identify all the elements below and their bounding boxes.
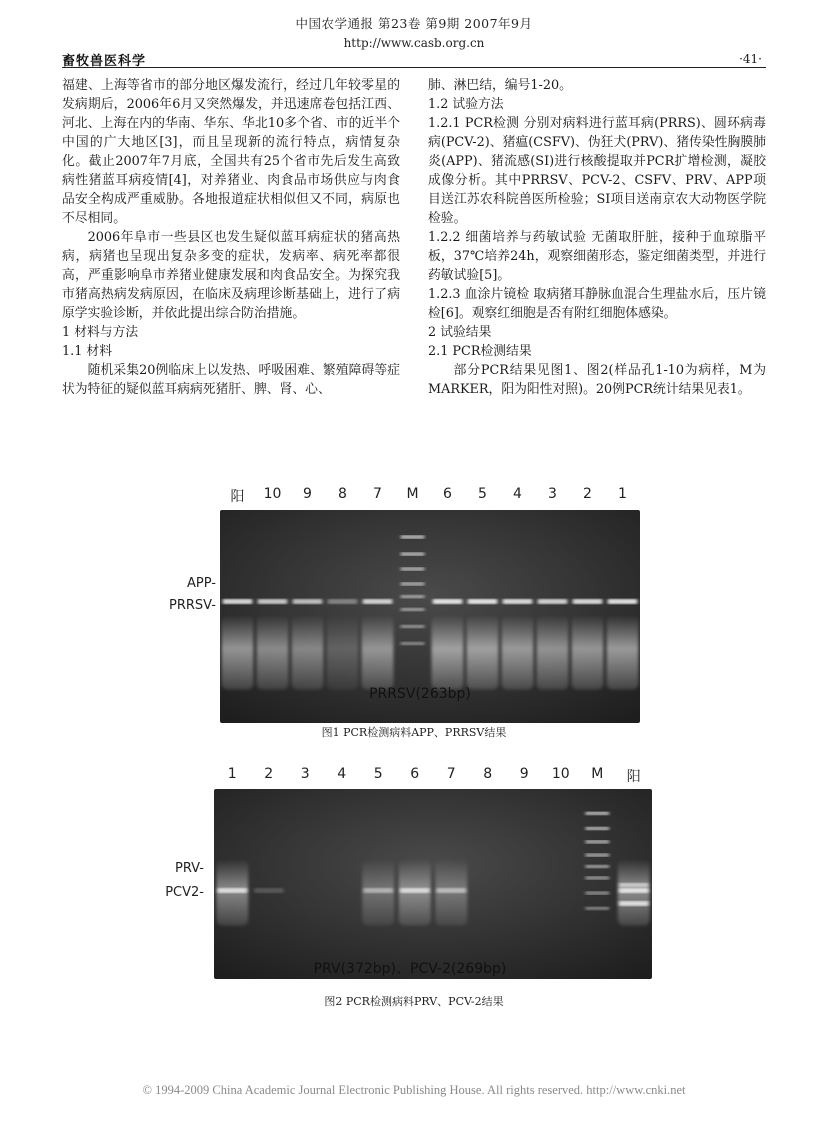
figure1-lane-smear <box>432 615 464 690</box>
figure2-lane-label: 1 <box>227 766 237 782</box>
paragraph: 部分PCR结果见图1、图2(样品孔1-10为病样，M为MARKER，阳为阳性对照)。20例PCR统计结果见表1。 <box>428 363 766 397</box>
figure1-lane-label: 2 <box>583 486 592 502</box>
figure2-marker-band <box>585 827 609 830</box>
figure1-lane-label: 6 <box>443 486 452 502</box>
figure1-lane-smear <box>222 615 254 690</box>
figure1-dna-band <box>468 599 498 604</box>
figure2-dna-band <box>619 883 649 887</box>
figure2-caption: 图2 PCR检测病料PRV、PCV-2结果 <box>324 995 504 1008</box>
paragraph: 福建、上海等省市的部分地区爆发流行，经过几年较零星的发病期后，2006年6月又突然爆发，并迅速席卷包括江西、河北、上海在内的华南、华东、华北10多个省、市的近半个中国的广大地区[3]，而且呈现新的流行特点，病情复杂化。截止2007年7月底，全国共有25个省市先后发生高致病性猪蓝耳病疫情[4]，对养猪业、肉食品市场供应与肉食品安全构成严重威胁。各地报道症状相似但又不同，病原也不尽相同。 <box>62 78 400 226</box>
figure1-marker-band <box>401 582 425 585</box>
page-number: ·41· <box>739 52 762 66</box>
copyright-footer: © 1994-2009 China Academic Journal Electronic Publishing House. All rights reserved. http://www.cnki.net <box>142 1083 686 1097</box>
figure2-lane-label: 8 <box>483 766 493 782</box>
header-rule <box>62 67 766 68</box>
figure1-marker-band <box>401 553 425 556</box>
figure2-lane-label: 4 <box>337 766 347 782</box>
paragraph: 2006年阜市一些县区也发生疑似蓝耳病症状的猪高热病，病猪也呈现出复杂多变的症状，发病率、病死率都很高，严重影响阜市养猪业健康发展和肉食品安全。为探究我市猪高热病发病原因，在临床及病理诊断基础上，进行了病原学实验诊断，并依此提出综合防治措施。 <box>62 230 400 321</box>
subsection-heading: 2.1 PCR检测结果 <box>428 344 532 359</box>
figure2-lane-label: 7 <box>446 766 456 782</box>
section-heading: 1 材料与方法 <box>62 325 139 340</box>
figure1-gel-caption: PRRSV(263bp) <box>369 686 471 702</box>
figure2-gel-caption: PRV(372bp)、PCV-2(269bp) <box>313 961 507 977</box>
subsection-heading: 1.2 试验方法 <box>428 97 504 112</box>
figure2-lane-label: 3 <box>300 766 310 782</box>
figure1-marker-band <box>401 595 425 598</box>
figure2-lane-label: 10 <box>551 766 570 782</box>
figure1-marker-band <box>401 536 425 539</box>
journal-url[interactable]: http://www.casb.org.cn <box>343 36 485 50</box>
paragraph: 1.2.2 细菌培养与药敏试验 无菌取肝脏，接种于血琼脂平板，37℃培养24h，观察细菌形态，鉴定细菌类型，并进行药敏试验[5]。 <box>428 230 766 283</box>
figure1-marker-band <box>401 568 425 571</box>
figure1-dna-band <box>503 599 533 604</box>
figure1-lane-label: 9 <box>303 486 312 502</box>
figure2-lane-label: M <box>591 766 604 782</box>
paragraph: 肺、淋巴结，编号1-20。 <box>428 78 572 93</box>
figure1-lane-smear <box>292 615 324 690</box>
figure1-lane-label: 7 <box>373 486 382 502</box>
figure2-dna-band <box>619 888 649 893</box>
figure2-dna-band <box>217 888 247 893</box>
figure2-dna-band <box>619 901 649 906</box>
figure1-dna-band <box>573 599 603 604</box>
figure1-dna-band <box>293 599 323 604</box>
figure1-dna-band <box>363 599 393 604</box>
figure2-dna-band <box>436 888 466 893</box>
figure1-dna-band <box>328 599 358 604</box>
figure2-lane-label: 9 <box>519 766 529 782</box>
figure2-marker-band <box>585 907 609 910</box>
figure1-band-label-prrsv: PRRSV- <box>169 598 216 613</box>
figure2-lane-label: 2 <box>264 766 274 782</box>
figure1-dna-band <box>258 599 288 604</box>
figure1-lane-smear <box>502 615 534 690</box>
figure1-marker-band <box>401 625 425 628</box>
figure2-dna-band <box>400 888 430 893</box>
right-column <box>428 76 766 399</box>
subsection-heading: 1.1 材料 <box>62 344 113 359</box>
figure1-lane-label: 3 <box>548 486 557 502</box>
figure1-lane-smear <box>362 615 394 690</box>
figure2-marker-band <box>585 812 609 815</box>
figure1-dna-band <box>538 599 568 604</box>
figure1-lane-label: 10 <box>263 486 282 502</box>
figure1-lane-smear <box>537 615 569 690</box>
section-label: 畜牧兽医科学 <box>62 54 147 69</box>
figure2-marker-band <box>585 840 609 843</box>
figure2-gel-image <box>214 789 652 979</box>
left-column <box>62 76 400 399</box>
section-heading: 2 试验结果 <box>428 325 492 340</box>
figure1-band-label-app: APP- <box>187 576 216 591</box>
figure1-caption: 图1 PCR检测病料APP、PRRSV结果 <box>321 726 507 739</box>
figure2-gel-background <box>214 789 652 979</box>
figure1-lane-label: 4 <box>513 486 522 502</box>
paragraph: 1.2.1 PCR检测 分别对病料进行蓝耳病(PRRS)、圆环病毒病(PCV-2)、猪瘟(CSFV)、伪狂犬(PRV)、猪传染性胸膜肺炎(APP)、猪流感(SI)进行核酸提取并PCR扩增检测，凝胶成像分析。其中PRRSV、PCV-2、CSFV、PRV、APP项目送江苏农科院兽医所检验；SI项目送南京农大动物医学院检验。 <box>428 116 766 226</box>
figure2-lane-label: 阳 <box>626 769 641 785</box>
figure1-lane-label: 5 <box>478 486 487 502</box>
figure2-lane-label: 6 <box>410 766 420 782</box>
figure1-dna-band <box>433 599 463 604</box>
figure2-marker-band <box>585 854 609 857</box>
figure1-lane-label: 8 <box>338 486 347 502</box>
figure2-band-label-prv: PRV- <box>175 861 204 876</box>
figure1-lane-smear <box>607 615 639 690</box>
paragraph: 1.2.3 血涂片镜检 取病猪耳静脉血混合生理盐水后，压片镜检[6]。观察红细胞是否有附红细胞体感染。 <box>428 287 766 321</box>
figure1-lane-smear <box>327 615 359 690</box>
figure2-dna-band <box>363 888 393 893</box>
figure1-lane-smear <box>257 615 289 690</box>
figure2-gel-svg <box>214 789 652 979</box>
figure2-marker-band <box>585 865 609 868</box>
figure1-marker-band <box>401 642 425 645</box>
figure1-lane-label: 1 <box>618 486 627 502</box>
figure1-dna-band <box>608 599 638 604</box>
figure2-band-label-pcv2: PCV2- <box>165 885 204 900</box>
figure2-lane-label: 5 <box>373 766 383 782</box>
figure2-marker-band <box>585 876 609 879</box>
figure1-lane-smear <box>467 615 499 690</box>
figure1-marker-band <box>401 608 425 611</box>
figure1-lane-label: 阳 <box>230 489 245 505</box>
paragraph: 随机采集20例临床上以发热、呼吸困难、繁殖障碍等症状为特征的疑似蓝耳病病死猪肝、脾、肾、心、 <box>62 363 400 397</box>
figure1-lane-smear <box>572 615 604 690</box>
figure2-marker-band <box>585 892 609 895</box>
figure1-dna-band <box>223 599 253 604</box>
figure1-lane-label: M <box>406 486 419 502</box>
figure2-dna-band <box>254 888 284 893</box>
journal-header: 中国农学通报 第23卷 第9期 2007年9月 <box>295 16 533 31</box>
